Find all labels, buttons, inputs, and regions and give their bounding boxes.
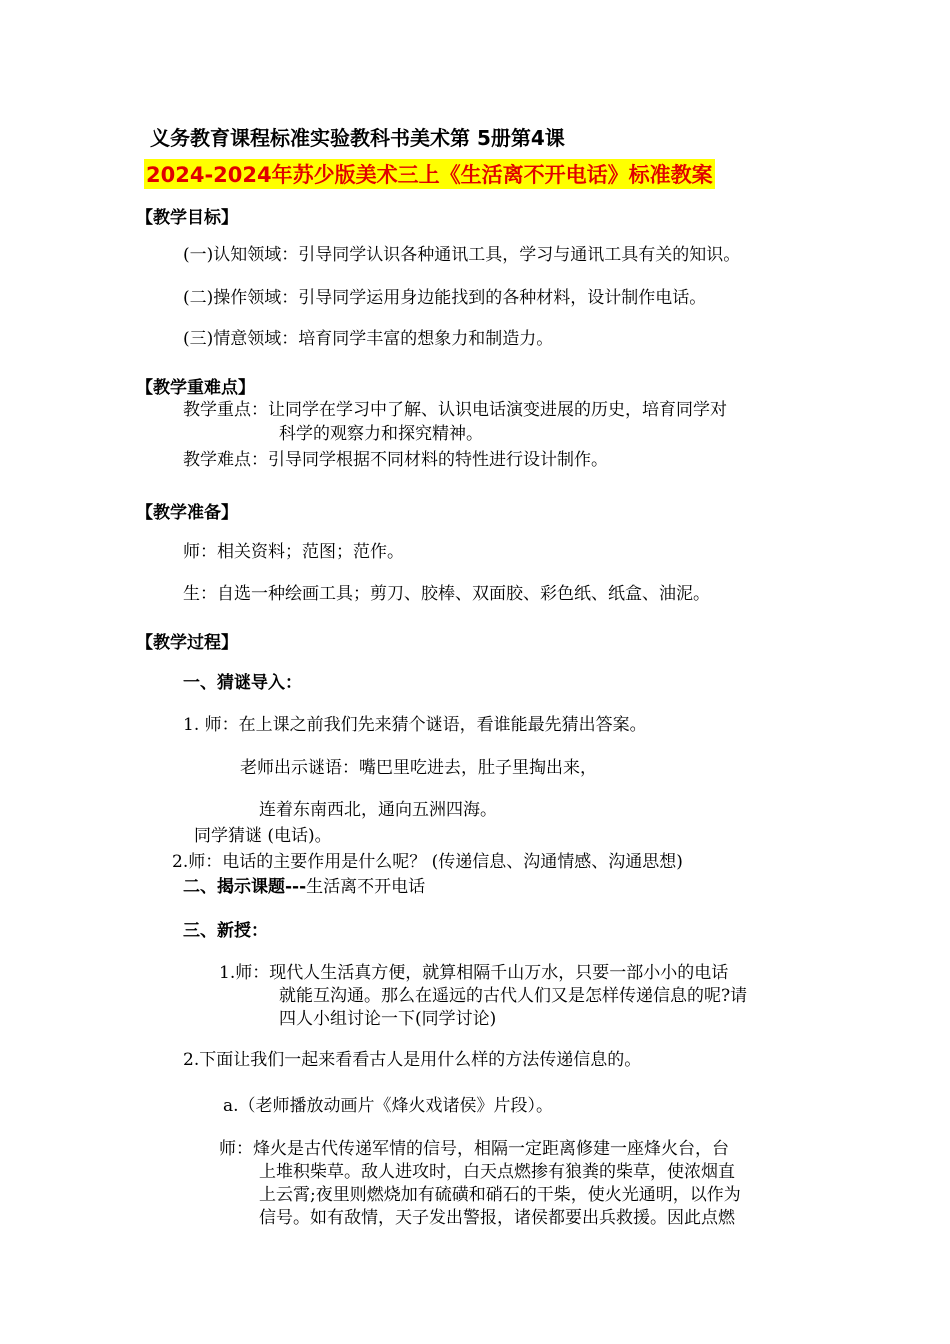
process-paragraph: 就能互沟通。那么在遥远的古代人们又是怎样传递信息的呢?请 [279,986,748,1006]
key-difficulty-line: 教学难点：引导同学根据不同材料的特性进行设计制作。 [183,450,608,470]
section-heading-key-points: 【教学重难点】 [136,378,255,398]
section-heading-preparation: 【教学准备】 [136,503,238,523]
riddle-line: 老师出示谜语：嘴巴里吃进去，肚子里掏出来， [240,758,597,778]
process-paragraph: 同学猜谜 (电话)。 [194,826,332,846]
process-step-title [183,876,425,898]
process-paragraph: a.（老师播放动画片《烽火戏诸侯》片段）。 [223,1096,554,1116]
process-paragraph: 2.下面让我们一起来看看古人是用什么样的方法传递信息的。 [183,1050,642,1070]
doc-title: 2024-2024年苏少版美术三上《生活离不开电话》标准教案 [144,159,715,189]
process-paragraph: 1. 师：在上课之前我们先来猜个谜语，看谁能最先猜出答案。 [183,715,647,735]
process-paragraph: 四人小组讨论一下(同学讨论) [279,1009,497,1029]
preparation-teacher: 师：相关资料；范图；范作。 [183,542,404,562]
preparation-student: 生：自选一种绘画工具；剪刀、胶棒、双面胶、彩色纸、纸盒、油泥。 [183,584,710,604]
teacher-speech: 信号。如有敌情，天子发出警报，诸侯都要出兵救援。因此点燃 [259,1208,735,1228]
teacher-speech: 上堆积柴草。敌人进攻时，白天点燃掺有狼粪的柴草，使浓烟直 [259,1162,735,1182]
process-step-title: 三、新授： [183,921,268,941]
doc-subtitle: 义务教育课程标准实验教科书美术第 5册第4课 [150,126,565,150]
process-step-title: 一、猜谜导入： [183,673,302,693]
step-title-bold: 二、揭示课题--- [183,877,307,897]
objective-item: (三)情意领域：培育同学丰富的想象力和制造力。 [183,329,554,349]
objective-item: (一)认知领域：引导同学认识各种通讯工具，学习与通讯工具有关的知识。 [183,245,741,265]
process-paragraph: 2.师：电话的主要作用是什么呢？ (传递信息、沟通情感、沟通思想) [172,852,683,872]
teacher-speech: 师：烽火是古代传递军情的信号，相隔一定距离修建一座烽火台，台 [219,1139,729,1159]
key-focus-line: 科学的观察力和探究精神。 [279,424,483,444]
section-heading-objectives: 【教学目标】 [136,208,238,228]
step-title-topic: 生活离不开电话 [306,877,426,897]
key-focus-line: 教学重点：让同学在学习中了解、认识电话演变进展的历史，培育同学对 [183,400,727,420]
process-paragraph: 1.师：现代人生活真方便，就算相隔千山万水，只要一部小小的电话 [219,963,729,983]
objective-item: (二)操作领域：引导同学运用身边能找到的各种材料，设计制作电话。 [183,288,707,308]
riddle-line: 连着东南西北，通向五洲四海。 [259,800,497,820]
section-heading-process: 【教学过程】 [136,633,238,653]
teacher-speech: 上云霄;夜里则燃烧加有硫磺和硝石的干柴，使火光通明，以作为 [259,1185,741,1205]
